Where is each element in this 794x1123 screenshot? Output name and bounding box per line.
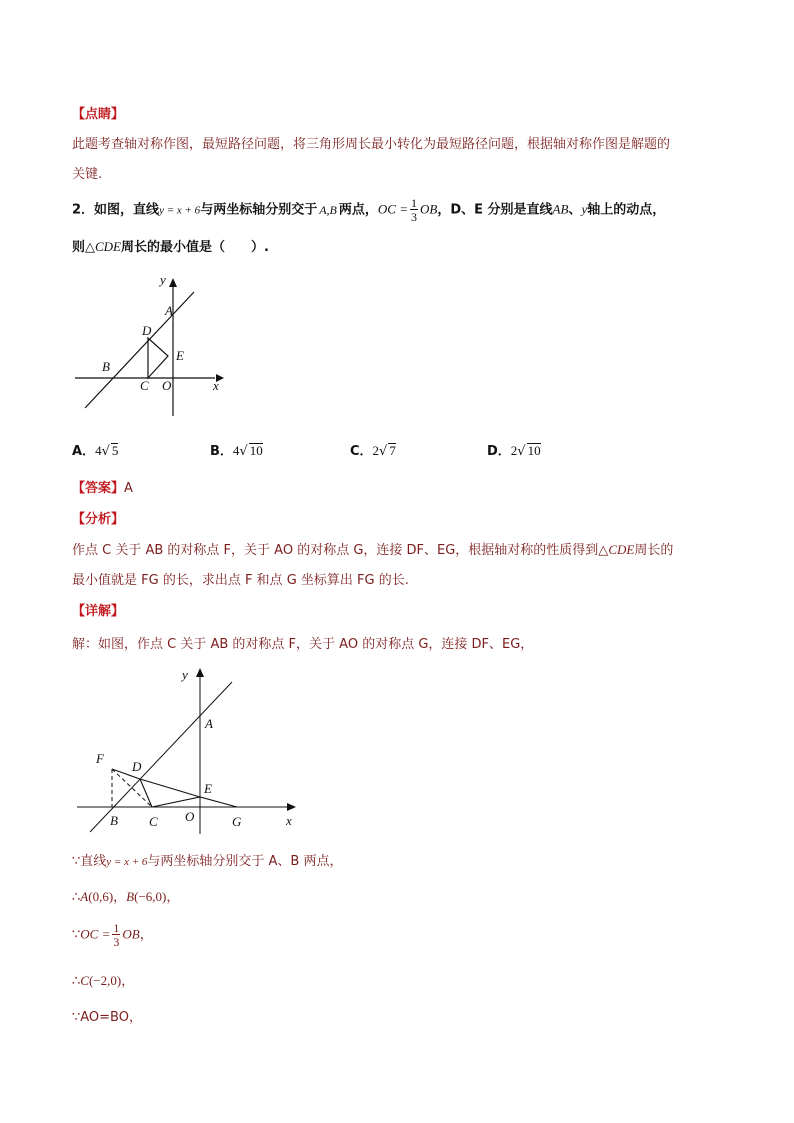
fig1-label-x: x xyxy=(213,378,219,393)
fig2-label-g: G xyxy=(232,814,242,829)
option-a[interactable]: A．4√ 5 xyxy=(72,443,119,459)
question-line2: 则△CDE周长的最小值是（ ）. xyxy=(72,239,269,255)
option-c[interactable]: C．2√ 7 xyxy=(350,443,396,459)
fig2-label-o: O xyxy=(185,809,195,824)
detail-label: 【详解】 xyxy=(72,604,125,619)
analysis-line2: 最小值就是 FG 的长，求出点 F 和点 G 坐标算出 FG 的长. xyxy=(72,573,409,588)
step-2: ∴A(0,6)，B(−6,0)， xyxy=(72,889,180,905)
figure-question xyxy=(70,268,230,418)
answer-line xyxy=(72,477,133,496)
fig1-label-y: y xyxy=(160,272,166,287)
step3-fraction: $\frac{1}{3}$ xyxy=(113,921,120,949)
analysis-label: 【分析】 xyxy=(72,512,125,527)
fig2-label-c: C xyxy=(149,814,158,829)
fig1-label-e: E xyxy=(176,348,184,363)
dianjing-label: 【点睛】 xyxy=(72,107,125,122)
fig2-label-y: y xyxy=(182,667,188,682)
line-equation: y = x + 6 xyxy=(159,204,201,217)
fig1-label-c: C xyxy=(140,378,149,393)
analysis-line1: 作点 C 关于 AB 的对称点 F，关于 AO 的对称点 G，连接 DF、EG，根据轴对称的性质得到△CDE周长的 xyxy=(72,542,674,558)
fig1-label-a: A xyxy=(165,303,173,318)
fraction-one-third: $\frac{1}{3}$ xyxy=(410,196,417,224)
answer-label: 【答案】 xyxy=(72,481,125,496)
figure-solution xyxy=(72,662,312,840)
dianjing-text-line2: 关键. xyxy=(72,167,103,182)
fig2-label-e: E xyxy=(204,781,212,796)
fig2-label-d: D xyxy=(132,759,142,774)
fig2-label-a: A xyxy=(205,716,213,731)
fig1-label-d: D xyxy=(142,323,152,338)
fig1-label-b: B xyxy=(102,359,110,374)
fig2-label-f: F xyxy=(96,751,104,766)
question-number: 2． xyxy=(72,202,95,218)
option-b[interactable]: B．4√ 10 xyxy=(210,443,263,459)
detail-line1: 解：如图，作点 C 关于 AB 的对称点 F，关于 AO 的对称点 G，连接 DF、EG， xyxy=(72,637,534,652)
fig2-label-x: x xyxy=(286,813,292,828)
option-d[interactable]: D．2√ 10 xyxy=(487,443,541,459)
step-3: ∵OC = $\frac{1}{3}$ OB， xyxy=(72,921,153,949)
step-1: ∵直线y = x + 6与两坐标轴分别交于 A、B 两点， xyxy=(72,854,343,869)
answer-value: A xyxy=(124,481,133,496)
step-4: ∴C(−2,0)， xyxy=(72,973,135,989)
step-5: ∵AO=BO， xyxy=(72,1010,142,1025)
fig1-label-o: O xyxy=(162,378,172,393)
fig2-label-b: B xyxy=(110,813,118,828)
dianjing-text-line1: 此题考查轴对称作图，最短路径问题，将三角形周长最小转化为最短路径问题，根据轴对称作图是解题的 xyxy=(72,137,671,152)
question-line1: 2．如图，直线y = x + 6与两坐标轴分别交于 A,B 两点，OC = $\frac{1}{3}$ OB，D、E 分别是直线AB、y轴上的动点， xyxy=(72,196,666,224)
